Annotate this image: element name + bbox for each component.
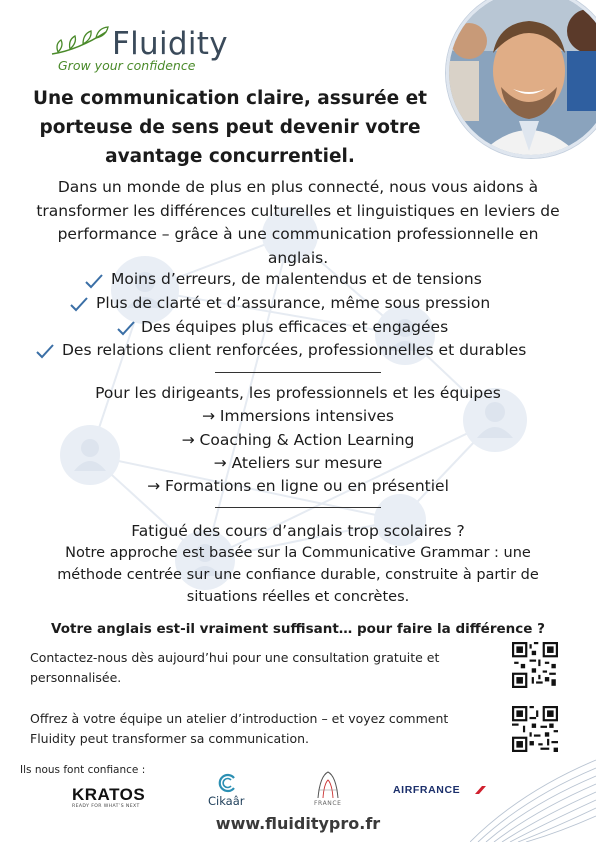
cikaar-logo-name: Cikaâr [208,794,245,808]
airfrance-logo [393,784,493,800]
website-link[interactable]: www.fluiditypro.fr [215,814,381,833]
offer-item: → Coaching & Action Learning [181,430,415,449]
airfrance-logo-name: AIRFRANCE [393,784,461,796]
divider [215,507,381,508]
approach-line: situations réelles et concrètes. [186,589,410,605]
checkmark-icon [116,320,136,336]
offer-item: → Ateliers sur mesure [213,453,383,472]
intro-line: anglais. [267,248,329,267]
approach-line: méthode centrée sur une confiance durable, construite à partir de [57,567,539,583]
cikaar-logo [205,772,249,814]
approach-question: Fatigué des cours d’anglais trop scolaires ? [131,522,465,540]
checkmark-icon [84,273,104,289]
intro-line: transformer les différences culturelles et linguistiques en leviers de [36,201,560,220]
offers-section [0,382,596,498]
audience-text: Pour les dirigeants, les professionnels et les équipes [95,384,501,402]
headline-line: Une communication claire, assurée et [32,88,428,109]
contact-line: personnalisée. [30,670,122,685]
sprout-leaves-icon [48,26,112,56]
cikaar-swirl-icon [216,772,238,794]
intro-line: Dans un monde de plus en plus connecté, nous vous aidons à [57,178,539,196]
brand-tagline: Grow your confidence [58,58,196,73]
headline-line: porteuse de sens peut devenir votre [39,117,421,138]
airfrance-stripe-icon [475,785,487,795]
benefit-item: Des relations client renforcées, professionnelles et durables [62,341,527,359]
approach-section [20,520,576,608]
intro-line: performance – grâce à une communication professionnelle en [57,225,539,243]
contact-line: Fluidity peut transformer sa communication. [30,731,310,746]
france-logo-name: FRANCE [314,800,342,807]
benefit-item: Moins d’erreurs, de malentendus et de tensions [111,270,482,288]
contact-consultation-text [30,648,480,688]
brand-name: Fluidity [112,26,228,62]
checkmark-icon [35,343,55,359]
portrait-image [449,0,596,155]
benefit-item: Plus de clarté et d’assurance, même sous pression [96,294,491,312]
contact-workshop-text [30,709,490,749]
approach-line: Notre approche est basée sur la Communicative Grammar : une [65,545,531,561]
intro-paragraph [18,176,578,270]
offer-item: → Formations en ligne ou en présentiel [147,477,449,496]
contact-line: Offrez à votre équipe un atelier d’introduction – et voyez comment [30,711,449,726]
checkmark-icon [69,296,89,312]
qr-code-icon[interactable] [512,642,558,688]
offer-item: → Immersions intensives [201,407,395,426]
qr-code-icon[interactable] [512,706,558,752]
kratos-logo-name: KRATOS [72,785,146,804]
france-arch-icon [314,770,342,800]
contact-line: Contactez-nous dès aujourd’hui pour une consultation gratuite et [30,650,440,665]
kratos-logo-tagline: READY FOR WHAT’S NEXT [72,804,140,809]
headline [20,84,440,171]
cta-question: Votre anglais est-il vraiment suffisant… pour faire la différence ? [51,621,545,637]
brand-logo [48,22,278,74]
smiling-man-photo [446,0,596,158]
france-logo [308,770,348,810]
divider [215,372,381,373]
headline-line: avantage concurrentiel. [105,146,355,167]
kratos-logo [72,786,158,812]
trust-label: Ils nous font confiance : [20,764,146,776]
benefit-item: Des équipes plus efficaces et engagées [141,318,449,336]
